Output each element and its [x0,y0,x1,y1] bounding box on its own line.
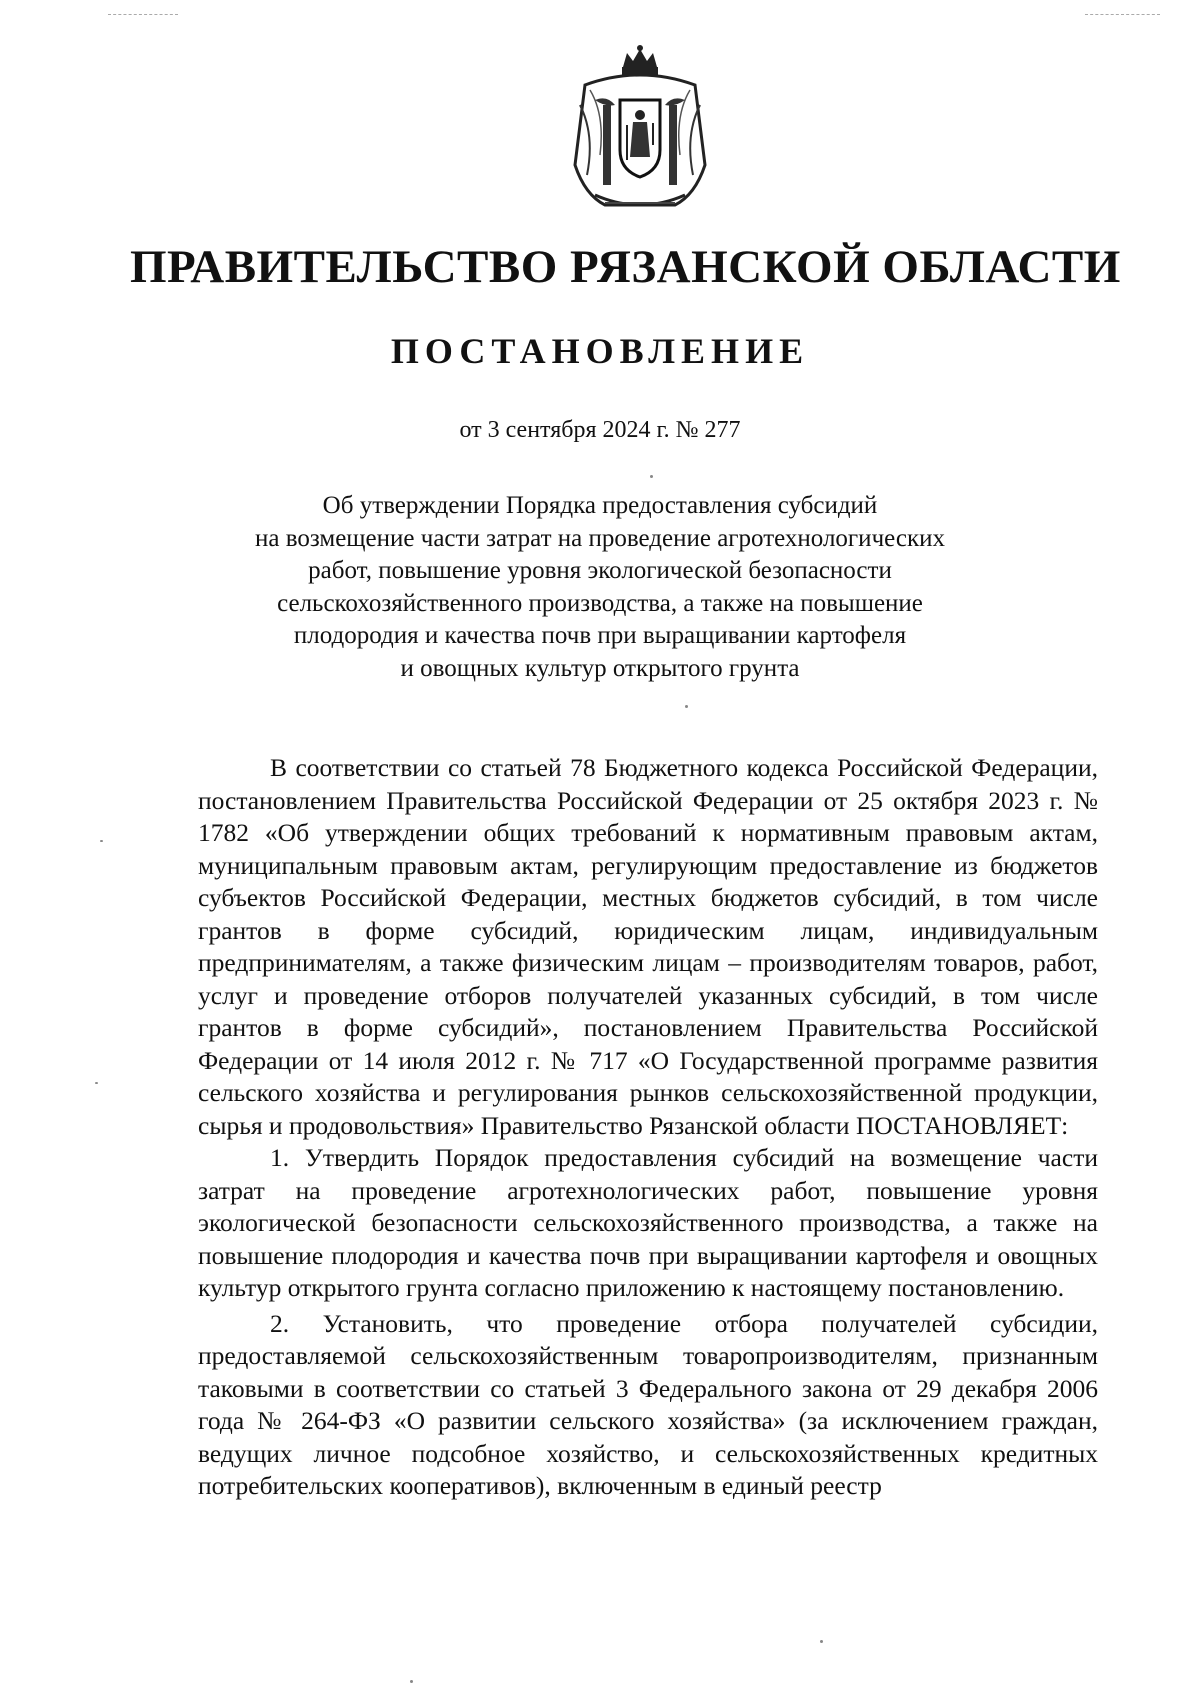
government-name: ПРАВИТЕЛЬСТВО РЯЗАНСКОЙ ОБЛАСТИ [130,241,1121,293]
item-2-paragraph: 2. Установить, что проведение отбора получателей субсидии, предоставляемой сельскохозяйственным товаропроизводителям, признанным таковыми в соответствии со статьей 3 Федерального закона от 29 декабря 2006 года № 264-ФЗ «О развитии сельского хозяйства» (за исключением граждан, ведущих личное подсобное хозяйство, и сельскохозяйственных кредитных потребительских кооперативов), включенным в единый реестр [198,1308,1098,1500]
document-body [198,752,1098,1503]
subject-line: и овощных культур открытого грунта [400,654,800,682]
scan-artifact [108,14,178,16]
subject-line: сельскохозяйственного производства, а также на повышение [277,589,923,617]
scan-speck [820,1640,823,1643]
document-subject [200,490,1000,685]
subject-line: Об утверждении Порядка предоставления субсидий [322,492,878,519]
scan-artifact [1085,14,1160,16]
scan-speck [650,475,653,478]
item-1-paragraph: 1. Утвердить Порядок предоставления субсидий на возмещение части затрат на проведение агротехнологических работ, повышение уровня экологической безопасности сельскохозяйственного производства, а также на повышение плодородия и качества почв при выращивании картофеля и овощных культур открытого грунта согласно приложению к настоящему постановлению. [198,1143,1098,1302]
subject-line: плодородия и качества почв при выращивании картофеля [293,622,907,649]
subject-line: на возмещение части затрат на проведение агротехнологических [255,524,945,552]
preamble-paragraph: В соответствии со статьей 78 Бюджетного кодекса Российской Федерации, постановлением Правительства Российской Федерации от 25 октября 2023 г. № 1782 «Об утверждении общих требований к нормативным правовым актам, муниципальным правовым актам, регулирующим предоставление из бюджетов субъектов Российской Федерации, местных бюджетов субсидий, в том числе грантов в форме субсидий, юридическим лицам, индивидуальным предпринимателям, а также физическим лицам – производителям товаров, работ, услуг и проведение отборов получателей указанных субсидий, в том числе грантов в форме субсидий», постановлением Правительства Российской Федерации от 14 июля 2012 г. № 717 «О Государственной программе развития сельского хозяйства и регулирования рынков сельскохозяйственной продукции, сырья и продовольствия» Правительство Рязанской области ПОСТАНОВЛЯЕТ: [198,753,1098,1140]
scan-speck [100,840,103,842]
document-date-number: от 3 сентября 2024 г. № 277 [459,417,741,443]
scan-speck [410,1680,413,1683]
subject-line: работ, повышение уровня экологической безопасности [308,557,892,584]
coat-of-arms-icon [565,45,715,220]
document-type: ПОСТАНОВЛЕНИЕ [390,331,810,371]
scan-speck [685,705,688,708]
scan-speck [95,1082,98,1084]
